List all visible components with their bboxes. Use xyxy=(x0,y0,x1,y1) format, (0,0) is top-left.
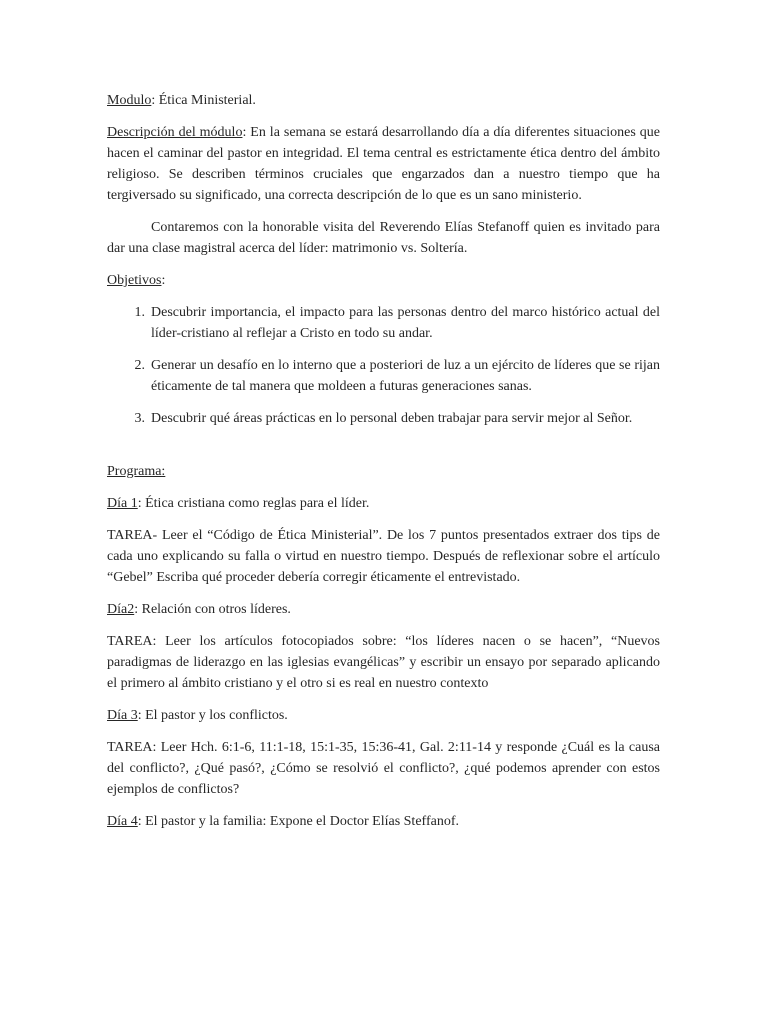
day-2-label: Día2 xyxy=(107,602,135,617)
day-3-heading xyxy=(107,705,660,726)
program-heading xyxy=(107,461,660,482)
list-item-text: Generar un desafío en lo interno que a posteriori de luz a un ejército de líderes que se rijan éticamente de tal manera que moldeen a futuras generaciones sanas. xyxy=(151,358,660,394)
day-2-title: : Relación con otros líderes. xyxy=(134,602,291,617)
list-item-number: 3. xyxy=(134,411,145,426)
day-2-heading xyxy=(107,599,660,620)
day-3-task: TAREA: Leer Hch. 6:1-6, 11:1-18, 15:1-35, 15:36-41, Gal. 2:11-14 y responde ¿Cuál es la causa del conflicto?, ¿Qué pasó?, ¿Cómo se resolvió el conflicto?, ¿qué podemos aprender con estos ejemplos de conflictos? xyxy=(107,740,660,797)
list-item xyxy=(107,355,660,397)
objectives-colon: : xyxy=(161,273,166,288)
day-4-label: Día 4 xyxy=(107,814,138,829)
day-4-title: : El pastor y la familia: Expone el Doctor Elías Steffanof. xyxy=(137,814,459,829)
day-1-heading xyxy=(107,493,660,514)
day-1-label: Día 1 xyxy=(107,496,138,511)
objectives-list xyxy=(107,302,660,429)
objectives-label: Objetivos xyxy=(107,273,162,288)
list-item xyxy=(107,408,660,429)
program-label: Programa: xyxy=(107,464,166,479)
description-paragraph xyxy=(107,122,660,206)
module-value: : Ética Ministerial. xyxy=(151,93,256,108)
module-label: Modulo xyxy=(107,93,152,108)
description-text: : En la semana se estará desarrollando día a día diferentes situaciones que hacen el caminar del pastor en integridad. El tema central es estrictamente ética dentro del ámbito religioso. Se describen términos cruciales que engarzados dan a nuestro tiempo que ha tergiversado su significado, una correcta descripción de lo que es un sano ministerio. xyxy=(107,125,661,203)
list-item-text: Descubrir qué áreas prácticas en lo personal deben trabajar para servir mejor al Señor. xyxy=(151,411,633,426)
section-spacer xyxy=(107,440,660,461)
visit-paragraph: Contaremos con la honorable visita del Reverendo Elías Stefanoff quien es invitado para dar una clase magistral acerca del líder: matrimonio vs. Soltería. xyxy=(107,220,660,256)
day-1-title: : Ética cristiana como reglas para el líder. xyxy=(137,496,370,511)
list-item-number: 2. xyxy=(134,358,145,373)
day-3-label: Día 3 xyxy=(107,708,138,723)
description-label: Descripción del módulo xyxy=(107,125,243,140)
list-item xyxy=(107,302,660,344)
document-page xyxy=(107,90,660,843)
list-item-number: 1. xyxy=(134,305,145,320)
list-item-text: Descubrir importancia, el impacto para las personas dentro del marco histórico actual del líder-cristiano al reflejar a Cristo en todo su andar. xyxy=(151,305,660,341)
day-4-heading xyxy=(107,811,660,832)
day-1-task: TAREA- Leer el “Código de Ética Ministerial”. De los 7 puntos presentados extraer dos tips de cada uno explicando su falla o virtud en nuestro tiempo. Después de reflexionar sobre el artículo “Gebel” Escriba qué proceder debería corregir éticamente el entrevistado. xyxy=(107,528,660,585)
day-3-title: : El pastor y los conflictos. xyxy=(137,708,288,723)
objectives-heading xyxy=(107,270,660,291)
day-2-task: TAREA: Leer los artículos fotocopiados sobre: “los líderes nacen o se hacen”, “Nuevos paradigmas de liderazgo en las iglesias evangélicas” y escribir un ensayo por separado aplicando el primero al ámbito cristiano y el otro si es real en nuestro contexto xyxy=(107,634,660,691)
module-line xyxy=(107,90,660,111)
